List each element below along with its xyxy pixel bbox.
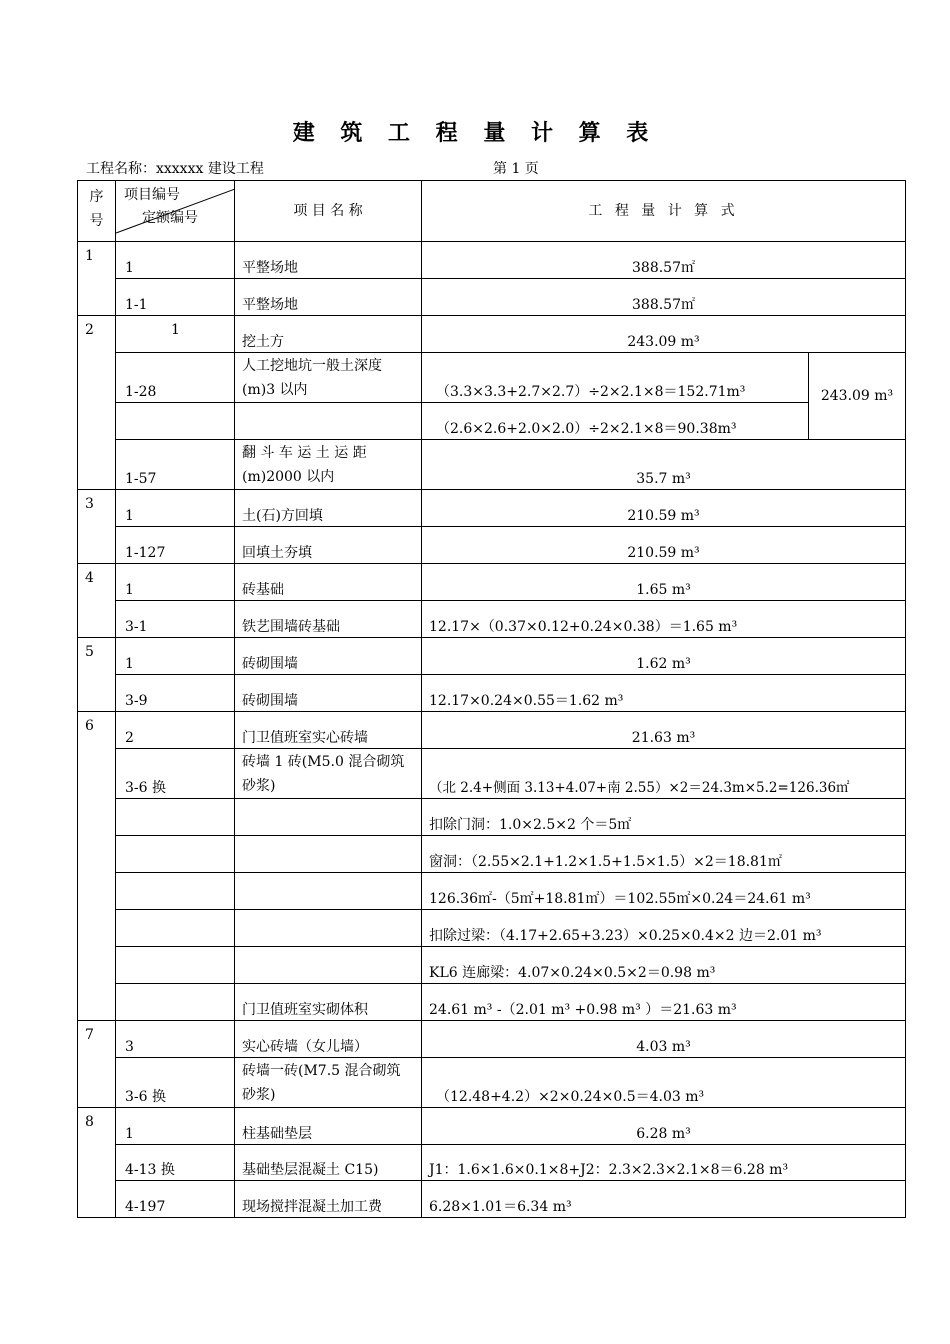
page-number: 第 1 页 <box>493 161 539 177</box>
table-row <box>78 799 906 836</box>
table-row <box>78 984 906 1021</box>
row-name: 挖土方 <box>235 316 422 353</box>
row-code: 3-6 换 <box>116 1058 235 1108</box>
row-seq: 7 <box>78 1021 116 1108</box>
row-code: 2 <box>116 712 235 749</box>
row-code <box>116 947 235 984</box>
row-code: 3-9 <box>116 675 235 712</box>
row-formula: 4.03 m³ <box>422 1021 906 1058</box>
row-code: 1-127 <box>116 527 235 564</box>
row-code: 1-1 <box>116 279 235 316</box>
table-row <box>78 749 906 799</box>
row-name: 人工挖地坑一般土深度(m)3 以内 <box>235 353 422 403</box>
table-row <box>78 1181 906 1218</box>
row-formula: （12.48+4.2）×2×0.24×0.5＝4.03 m³ <box>422 1058 906 1108</box>
row-code <box>116 403 235 440</box>
row-formula: 1.65 m³ <box>422 564 906 601</box>
row-formula: （北 2.4+侧面 3.13+4.07+南 2.55）×2＝24.3m×5.2=126.36㎡ <box>422 749 906 799</box>
table-row <box>78 564 906 601</box>
row-formula: 1.62 m³ <box>422 638 906 675</box>
row-formula: 扣除过梁：（4.17+2.65+3.23）×0.25×0.4×2 边＝2.01 m³ <box>422 910 906 947</box>
header-seq: 序 号 <box>78 181 116 242</box>
header-quota-code: 定额编号 <box>142 210 198 226</box>
row-name: 翻 斗 车 运 土 运 距(m)2000 以内 <box>235 440 422 490</box>
row-formula: 21.63 m³ <box>422 712 906 749</box>
row-seq: 5 <box>78 638 116 712</box>
row-name: 实心砖墙（女儿墙） <box>235 1021 422 1058</box>
row-seq: 6 <box>78 712 116 1021</box>
row-code <box>116 984 235 1021</box>
row-formula: 6.28 m³ <box>422 1108 906 1145</box>
table-row <box>78 279 906 316</box>
header-item-name: 项 目 名 称 <box>235 181 422 242</box>
table-row <box>78 1108 906 1145</box>
page-title: 建 筑 工 程 量 计 算 表 <box>292 120 658 146</box>
row-name: 砖墙 1 砖(M5.0 混合砌筑砂浆) <box>235 749 422 799</box>
row-code: 1 <box>116 564 235 601</box>
row-name <box>235 799 422 836</box>
row-seq: 2 <box>78 316 116 490</box>
row-formula: KL6 连廊梁：4.07×0.24×0.5×2＝0.98 m³ <box>422 947 906 984</box>
row-name <box>235 910 422 947</box>
row-code <box>116 910 235 947</box>
row-name: 回填土夯填 <box>235 527 422 564</box>
row-seq: 3 <box>78 490 116 564</box>
row-code: 1-28 <box>116 353 235 403</box>
row-formula: 扣除门洞：1.0×2.5×2 个＝5㎡ <box>422 799 906 836</box>
row-name: 现场搅拌混凝土加工费 <box>235 1181 422 1218</box>
table-row <box>78 836 906 873</box>
row-code <box>116 836 235 873</box>
row-name: 门卫值班室实心砖墙 <box>235 712 422 749</box>
header-formula: 工 程 量 计 算 式 <box>422 181 906 242</box>
row-formula: 12.17×（0.37×0.12+0.24×0.38）＝1.65 m³ <box>422 601 906 638</box>
row-formula: 窗洞：（2.55×2.1+1.2×1.5+1.5×1.5）×2＝18.81㎡ <box>422 836 906 873</box>
row-name: 平整场地 <box>235 242 422 279</box>
row-seq: 8 <box>78 1108 116 1218</box>
table-row <box>78 675 906 712</box>
row-formula: 12.17×0.24×0.55＝1.62 m³ <box>422 675 906 712</box>
row-formula: 210.59 m³ <box>422 490 906 527</box>
table-row <box>78 353 906 403</box>
table-row <box>78 601 906 638</box>
table-row <box>78 1145 906 1181</box>
row-formula: 126.36㎡-（5㎡+18.81㎡）＝102.55㎡×0.24＝24.61 m³ <box>422 873 906 910</box>
row-code: 1 <box>116 316 235 353</box>
row-code: 3 <box>116 1021 235 1058</box>
row-name: 砖墙一砖(M7.5 混合砌筑砂浆) <box>235 1058 422 1108</box>
row-name <box>235 947 422 984</box>
row-code: 1 <box>116 1108 235 1145</box>
row-code <box>116 799 235 836</box>
table-row <box>78 638 906 675</box>
row-formula: 6.28×1.01＝6.34 m³ <box>422 1181 906 1218</box>
row-formula: （3.3×3.3+2.7×2.7）÷2×2.1×8＝152.71m³ <box>422 353 809 403</box>
row-formula: 388.57㎡ <box>422 242 906 279</box>
row-formula: 35.7 m³ <box>422 440 906 490</box>
row-name <box>235 873 422 910</box>
row-code: 3-1 <box>116 601 235 638</box>
row-code <box>116 873 235 910</box>
table-row <box>78 1021 906 1058</box>
row-formula: 388.57㎡ <box>422 279 906 316</box>
project-name: 工程名称：xxxxxx 建设工程 <box>86 161 264 177</box>
table-row <box>78 527 906 564</box>
table-row <box>78 873 906 910</box>
row-code: 1 <box>116 242 235 279</box>
row-formula: 210.59 m³ <box>422 527 906 564</box>
row-name: 砖基础 <box>235 564 422 601</box>
row-name <box>235 836 422 873</box>
row-name <box>235 403 422 440</box>
row-code: 1-57 <box>116 440 235 490</box>
table-row <box>78 403 906 440</box>
row-code: 1 <box>116 638 235 675</box>
table-row <box>78 947 906 984</box>
row-formula: J1：1.6×1.6×0.1×8+J2：2.3×2.3×2.1×8＝6.28 m³ <box>422 1145 906 1181</box>
row-name: 铁艺围墙砖基础 <box>235 601 422 638</box>
row-code: 3-6 换 <box>116 749 235 799</box>
row-formula: 243.09 m³ <box>422 316 906 353</box>
quantity-calculation-table <box>77 180 906 1218</box>
row-name: 砖砌围墙 <box>235 675 422 712</box>
row-code: 1 <box>116 490 235 527</box>
row-seq: 1 <box>78 242 116 316</box>
row-formula: （2.6×2.6+2.0×2.0）÷2×2.1×8＝90.38m³ <box>422 403 809 440</box>
table-row <box>78 1058 906 1108</box>
table-row <box>78 440 906 490</box>
table-header-row <box>78 181 906 242</box>
header-code-diagonal <box>116 181 235 242</box>
row-name: 土(石)方回填 <box>235 490 422 527</box>
table-row <box>78 490 906 527</box>
table-row <box>78 712 906 749</box>
row-subtotal: 243.09 m³ <box>809 353 906 440</box>
row-code: 4-197 <box>116 1181 235 1218</box>
row-name: 门卫值班室实砌体积 <box>235 984 422 1021</box>
row-code: 4-13 换 <box>116 1145 235 1181</box>
table-row <box>78 242 906 279</box>
row-formula: 24.61 m³ -（2.01 m³ +0.98 m³ ）＝21.63 m³ <box>422 984 906 1021</box>
row-name: 砖砌围墙 <box>235 638 422 675</box>
row-name: 柱基础垫层 <box>235 1108 422 1145</box>
row-name: 平整场地 <box>235 279 422 316</box>
table-row <box>78 910 906 947</box>
row-seq: 4 <box>78 564 116 638</box>
row-name: 基础垫层混凝土 C15) <box>235 1145 422 1181</box>
table-row <box>78 316 906 353</box>
header-item-code: 项目编号 <box>124 187 180 203</box>
